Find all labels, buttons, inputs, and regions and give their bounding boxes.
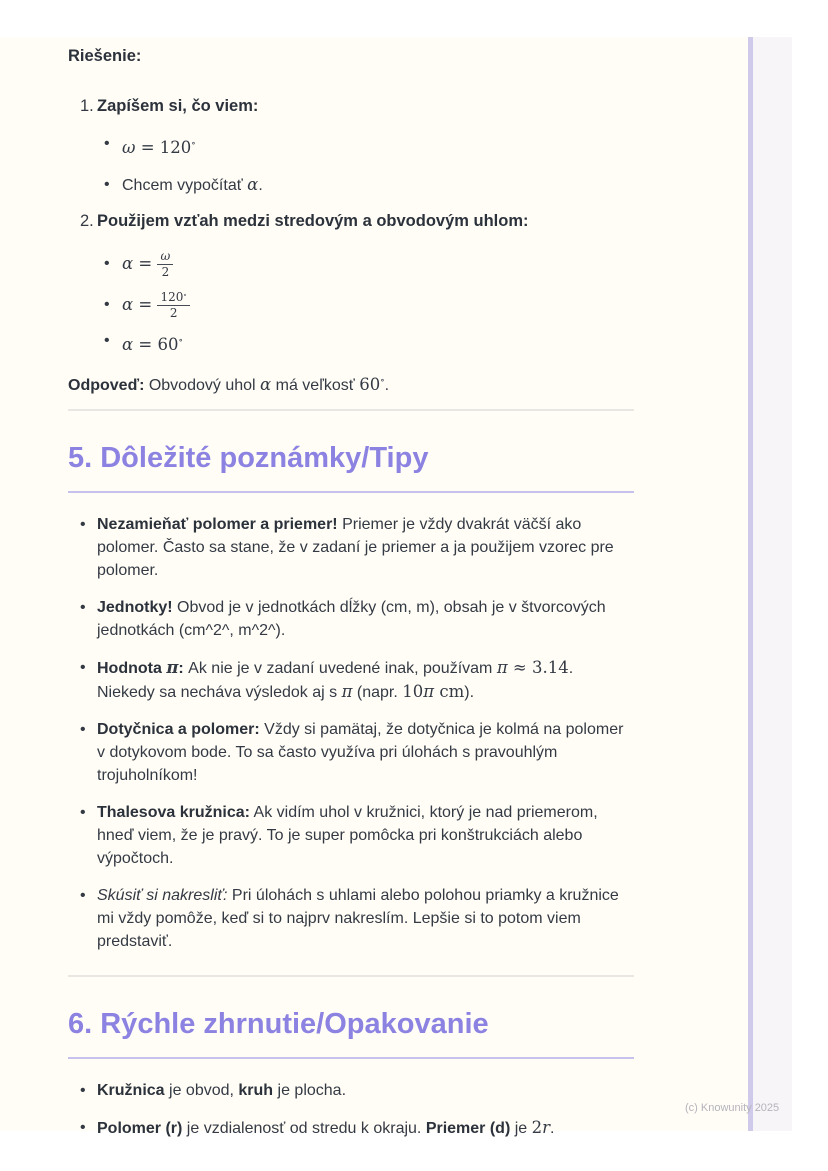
list-item: • Nezamieňať polomer a priemer! Priemer je vždy dvakrát väčší ako polomer. Často sa stane, že v zadaní je priemer a ja použijem vzorec pre polomer.: [80, 513, 634, 582]
answer-line: Odpoveď: Obvodový uhol α má veľkosť 60∘.: [68, 375, 390, 394]
fraction: $\frac{\omega}{2}$: [157, 249, 173, 279]
page-content: [0, 37, 634, 1140]
list-item: • Polomer (r) je vzdialenosť od stredu k okraju. Priemer (d) je 2r.: [80, 1116, 634, 1140]
section-divider: [68, 409, 634, 411]
math-item: • α = $\frac{\omega}{2}$: [104, 247, 634, 282]
watermark: (c) Knowunity 2025: [685, 1102, 780, 1114]
list-item: • Thalesova kružnica: Ak vidím uhol v kružnici, ktorý je nad priemerom, hneď viem, že je pravý. To je super pomôcka pri konštrukciách alebo výpočtoch.: [80, 801, 634, 870]
document-page: [0, 37, 748, 1137]
section-6-heading: 6. Rýchle zhrnutie/Opakovanie: [68, 1007, 634, 1059]
fraction: $\frac{120^\circ}{2}$: [157, 290, 189, 320]
right-gutter: [753, 37, 792, 1131]
list-item: • Jednotky! Obvod je v jednotkách dĺžky (cm, m), obsah je v štvorcových jednotkách (cm^2^, m^2^).: [80, 596, 634, 642]
list-item: • Dotyčnica a polomer: Vždy si pamätaj, že dotyčnica je kolmá na polomer v dotykovom bode. To sa často využíva pri úlohách s pravouhlým trojuholníkom!: [80, 718, 634, 787]
step-title: 1. Zapíšem si, čo viem:: [80, 97, 259, 115]
math-item: • α = 60∘: [104, 329, 634, 358]
step-items: [80, 247, 634, 358]
step-title: 2. Použijem vzťah medzi stredovým a obvodovým uhlom:: [80, 212, 529, 230]
list-item: • Hodnota π: Ak nie je v zadaní uvedené inak, používam π ≈ 3.14. Niekedy sa necháva výsledok aj s π (napr. 10π cm).: [80, 656, 634, 704]
math-item: • Chcem vypočítať α.: [104, 173, 634, 198]
math-item: • ω = 120∘: [104, 132, 634, 161]
solution-step: [80, 210, 634, 358]
tips-list: [68, 513, 634, 953]
summary-list: [68, 1079, 634, 1140]
solution-step: [80, 95, 634, 198]
list-item: • Skúsiť si nakresliť: Pri úlohách s uhlami alebo polohou priamky a kružnice mi vždy pomôže, keď si to najprv nakreslím. Lepšie si to potom viem predstaviť.: [80, 884, 634, 953]
math-item: • α = $\frac{120^\circ}{2}$: [104, 288, 634, 323]
section-5-heading: 5. Dôležité poznámky/Tipy: [68, 441, 634, 493]
list-item: • Kružnica je obvod, kruh je plocha.: [80, 1079, 634, 1102]
solution-steps: [68, 95, 634, 358]
step-items: [80, 132, 634, 198]
section-divider: [68, 975, 634, 977]
solution-heading: Riešenie:: [68, 47, 142, 65]
